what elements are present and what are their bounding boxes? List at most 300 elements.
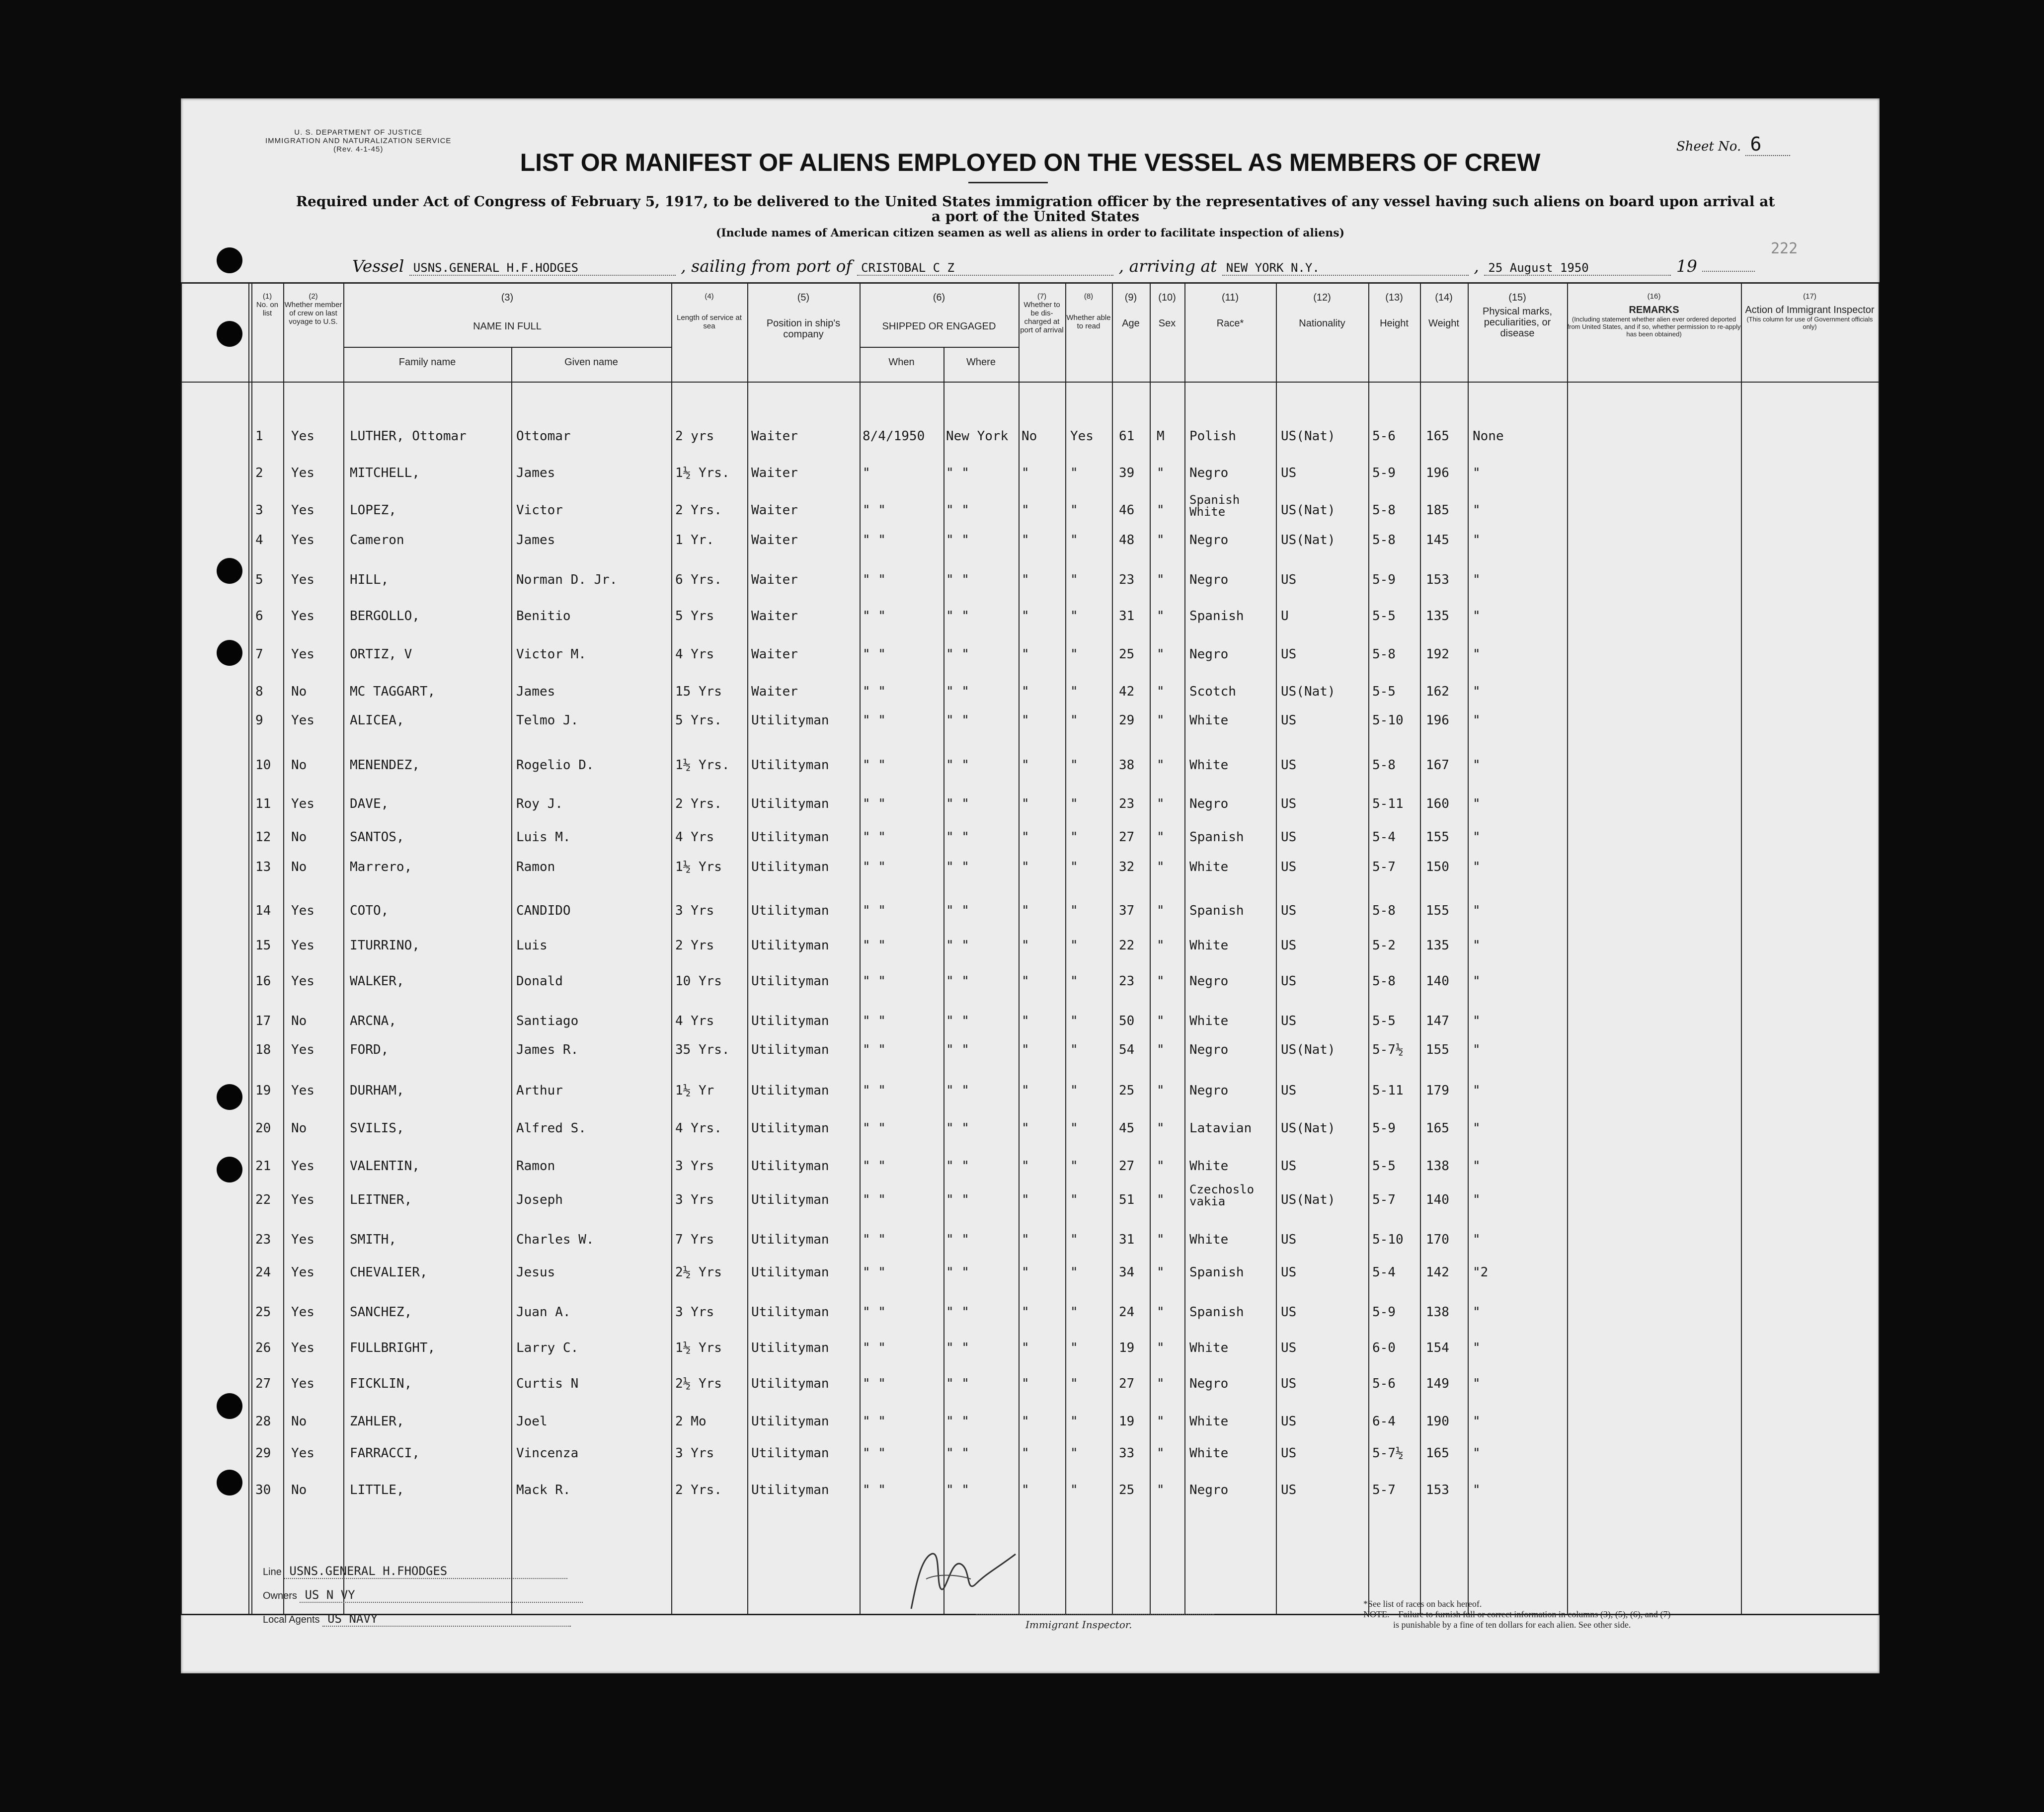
cell-physical-marks: "	[1473, 974, 1481, 989]
cell-shipped-where: " "	[946, 1265, 969, 1280]
cell-given-name: Ottomar	[516, 429, 571, 444]
cell-age: 27	[1119, 830, 1135, 845]
cell-race: Negro	[1189, 796, 1229, 811]
cell-nationality: US	[1281, 903, 1297, 918]
cell-physical-marks: "	[1473, 713, 1481, 728]
cell-shipped-where: " "	[946, 466, 969, 480]
cell-physical-marks: "2	[1473, 1265, 1489, 1280]
cell-prev-voyage: Yes	[291, 1340, 314, 1355]
cell-family-name: ALICEA,	[350, 713, 404, 728]
cell-able-to-read: "	[1070, 503, 1078, 518]
cell-sex: "	[1157, 466, 1165, 480]
cell-discharged: "	[1022, 1121, 1029, 1136]
cell-sex: "	[1157, 1414, 1165, 1429]
cell-sex: M	[1157, 429, 1165, 444]
cell-prev-voyage: Yes	[291, 609, 314, 624]
table-row	[181, 1259, 1880, 1284]
cell-nationality: US	[1281, 796, 1297, 811]
cell-discharged: "	[1022, 533, 1029, 548]
cell-row-number: 16	[255, 974, 271, 989]
cell-sex: "	[1157, 1232, 1165, 1247]
cell-sex: "	[1157, 647, 1165, 662]
cell-sex: "	[1157, 503, 1165, 518]
cell-weight: 140	[1426, 1192, 1449, 1207]
cell-family-name: DURHAM,	[350, 1083, 404, 1098]
name-subheader-line	[343, 347, 671, 348]
cell-nationality: US	[1281, 1414, 1297, 1429]
cell-weight: 179	[1426, 1083, 1449, 1098]
cell-prev-voyage: Yes	[291, 1265, 314, 1280]
cell-position: Waiter	[751, 533, 798, 548]
col17-num: (17)	[1803, 292, 1816, 301]
cell-weight: 155	[1426, 1042, 1449, 1057]
cell-given-name: Roy J.	[516, 796, 563, 811]
cell-race: Scotch	[1189, 684, 1236, 699]
cell-family-name: HILL,	[350, 572, 389, 587]
header-bottom-border	[181, 382, 1880, 383]
cell-height: 5-9	[1372, 1121, 1396, 1136]
cell-physical-marks: "	[1473, 758, 1481, 773]
cell-length-of-service: 5 Yrs	[675, 609, 714, 624]
cell-weight: 165	[1426, 1446, 1449, 1461]
cell-prev-voyage: Yes	[291, 938, 314, 953]
cell-height: 5-5	[1372, 1014, 1396, 1028]
agents-label: Local Agents	[263, 1614, 320, 1625]
table-row	[181, 707, 1880, 732]
cell-nationality: US	[1281, 647, 1297, 662]
cell-height: 5-5	[1372, 609, 1396, 624]
cell-length-of-service: 2½ Yrs	[675, 1265, 722, 1280]
cell-prev-voyage: Yes	[291, 903, 314, 918]
cell-family-name: LEITNER,	[350, 1192, 412, 1207]
cell-shipped-where: " "	[946, 974, 969, 989]
cell-shipped-when: 8/4/1950	[863, 429, 925, 444]
cell-race: Negro	[1189, 647, 1229, 662]
col13-num: (13)	[1385, 292, 1403, 303]
cell-length-of-service: 2 yrs	[675, 429, 714, 444]
cell-physical-marks: "	[1473, 466, 1481, 480]
cell-row-number: 19	[255, 1083, 271, 1098]
cell-age: 37	[1119, 903, 1135, 918]
col16-num: (16)	[1647, 292, 1661, 301]
col9-header	[1112, 292, 1150, 329]
cell-height: 5-4	[1372, 1265, 1396, 1280]
cell-race: Spanish	[1189, 830, 1244, 845]
col3-label: NAME IN FULL	[473, 321, 542, 332]
cell-physical-marks: None	[1473, 429, 1504, 444]
cell-shipped-where: " "	[946, 1159, 969, 1174]
cell-given-name: Joel	[516, 1414, 548, 1429]
cell-weight: 165	[1426, 429, 1449, 444]
cell-shipped-when: " "	[863, 830, 886, 845]
cell-family-name: MENENDEZ,	[350, 758, 420, 773]
cell-shipped-where: " "	[946, 609, 969, 624]
cell-age: 25	[1119, 1483, 1135, 1497]
cell-position: Utilityman	[751, 860, 829, 874]
port-from: CRISTOBAL C Z	[857, 261, 1113, 276]
cell-shipped-when: " "	[863, 903, 886, 918]
cell-age: 23	[1119, 572, 1135, 587]
cell-physical-marks: "	[1473, 1083, 1481, 1098]
table-row	[181, 1370, 1880, 1395]
cell-prev-voyage: Yes	[291, 1376, 314, 1391]
cell-weight: 145	[1426, 533, 1449, 548]
cell-discharged: "	[1022, 647, 1029, 662]
cell-height: 5-11	[1372, 1083, 1404, 1098]
cell-row-number: 20	[255, 1121, 271, 1136]
col6b-header: Where	[966, 357, 996, 368]
cell-position: Utilityman	[751, 938, 829, 953]
cell-shipped-where: " "	[946, 1042, 969, 1057]
inspector-line	[976, 1614, 1214, 1615]
sheet-value: 6	[1745, 133, 1790, 156]
cell-age: 31	[1119, 1232, 1135, 1247]
col6-num: (6)	[933, 292, 945, 303]
cell-age: 25	[1119, 647, 1135, 662]
cell-position: Utilityman	[751, 1305, 829, 1320]
cell-physical-marks: "	[1473, 609, 1481, 624]
col16-sub: (Including statement whether alien ever ordered deported from United States, and if so, whether permission to re-apply has been obtained)	[1567, 315, 1741, 338]
cell-nationality: US	[1281, 572, 1297, 587]
cell-sex: "	[1157, 1483, 1165, 1497]
col17-sub: (This column for use of Government officials only)	[1746, 315, 1873, 330]
cell-race: Negro	[1189, 1042, 1229, 1057]
cell-race: Latavian	[1189, 1121, 1252, 1136]
col8-header	[1065, 292, 1112, 330]
col10-header	[1150, 292, 1184, 329]
cell-able-to-read: "	[1070, 1265, 1078, 1280]
cell-able-to-read: "	[1070, 1192, 1078, 1207]
col4-num: (4)	[705, 292, 714, 301]
cell-shipped-when: " "	[863, 1192, 886, 1207]
cell-family-name: ITURRINO,	[350, 938, 420, 953]
cell-race: White	[1189, 1232, 1229, 1247]
cell-height: 5-6	[1372, 1376, 1396, 1391]
cell-race: White	[1189, 1414, 1229, 1429]
cell-sex: "	[1157, 796, 1165, 811]
cell-race: Negro	[1189, 572, 1229, 587]
cell-given-name: Luis M.	[516, 830, 571, 845]
cell-shipped-where: " "	[946, 796, 969, 811]
cell-height: 5-10	[1372, 1232, 1404, 1247]
cell-age: 38	[1119, 758, 1135, 773]
cell-nationality: US	[1281, 1265, 1297, 1280]
cell-shipped-where: " "	[946, 758, 969, 773]
cell-discharged: "	[1022, 1305, 1029, 1320]
vessel-name: USNS.GENERAL H.F.HODGES	[409, 261, 676, 276]
cell-age: 48	[1119, 533, 1135, 548]
cell-shipped-when: " "	[863, 1376, 886, 1391]
cell-position: Waiter	[751, 684, 798, 699]
owners-value: US N VY	[300, 1588, 583, 1603]
cell-prev-voyage: Yes	[291, 1232, 314, 1247]
cell-physical-marks: "	[1473, 1414, 1481, 1429]
cell-weight: 192	[1426, 647, 1449, 662]
cell-able-to-read: "	[1070, 1414, 1078, 1429]
cell-weight: 160	[1426, 796, 1449, 811]
col1-num: (1)	[262, 292, 272, 301]
table-row	[181, 527, 1880, 551]
col11-header	[1184, 292, 1276, 329]
cell-age: 24	[1119, 1305, 1135, 1320]
cell-position: Utilityman	[751, 1446, 829, 1461]
cell-able-to-read: "	[1070, 533, 1078, 548]
cell-age: 27	[1119, 1159, 1135, 1174]
col6-label: SHIPPED OR ENGAGED	[882, 321, 996, 332]
cell-discharged: "	[1022, 796, 1029, 811]
cell-position: Utilityman	[751, 1014, 829, 1028]
cell-position: Waiter	[751, 466, 798, 480]
vessel-label: Vessel	[352, 256, 404, 276]
cell-nationality: US(Nat)	[1281, 429, 1336, 444]
table-row	[181, 968, 1880, 993]
cell-physical-marks: "	[1473, 1192, 1481, 1207]
cell-shipped-where: " "	[946, 647, 969, 662]
cell-shipped-where: " "	[946, 1483, 969, 1497]
cell-weight: 135	[1426, 938, 1449, 953]
cell-length-of-service: 4 Yrs	[675, 1014, 714, 1028]
cell-weight: 165	[1426, 1121, 1449, 1136]
table-row	[181, 854, 1880, 878]
cell-height: 5-7	[1372, 1483, 1396, 1497]
year-label: 19	[1676, 256, 1697, 276]
cell-sex: "	[1157, 903, 1165, 918]
cell-family-name: DAVE,	[350, 796, 389, 811]
cell-prev-voyage: Yes	[291, 974, 314, 989]
cell-shipped-when: " "	[863, 1414, 886, 1429]
cell-prev-voyage: No	[291, 1121, 307, 1136]
footnote-2: NOTE.—Failure to furnish full or correct information in columns (3), (5), (6), and (7)	[1363, 1609, 1671, 1619]
cell-given-name: Santiago	[516, 1014, 579, 1028]
col4-header	[671, 292, 747, 330]
col9-label: Age	[1122, 318, 1140, 329]
cell-nationality: US	[1281, 1014, 1297, 1028]
cell-position: Utilityman	[751, 796, 829, 811]
cell-physical-marks: "	[1473, 647, 1481, 662]
col12-label: Nationality	[1299, 318, 1345, 329]
cell-row-number: 29	[255, 1446, 271, 1461]
manifest-sheet	[181, 98, 1880, 1673]
cell-row-number: 25	[255, 1305, 271, 1320]
cell-nationality: US	[1281, 1483, 1297, 1497]
table-row	[181, 1115, 1880, 1140]
cell-sex: "	[1157, 974, 1165, 989]
cell-position: Utilityman	[751, 1376, 829, 1391]
cell-family-name: LUTHER, Ottomar	[350, 429, 467, 444]
cell-position: Waiter	[751, 572, 798, 587]
cell-row-number: 6	[255, 609, 263, 624]
cell-height: 5-8	[1372, 647, 1396, 662]
col6-header	[860, 292, 1019, 332]
col8-label: Whether able to read	[1066, 314, 1111, 330]
cell-prev-voyage: No	[291, 684, 307, 699]
footnote-3: is punishable by a fine of ten dollars for each alien. See other side.	[1393, 1620, 1631, 1630]
table-row	[181, 897, 1880, 922]
cell-shipped-where: " "	[946, 1192, 969, 1207]
col3a-header: Family name	[398, 357, 456, 368]
col16-label: REMARKS	[1629, 305, 1679, 315]
cell-shipped-when: " "	[863, 1232, 886, 1247]
cell-sex: "	[1157, 533, 1165, 548]
cell-height: 5-8	[1372, 903, 1396, 918]
cell-weight: 138	[1426, 1305, 1449, 1320]
cell-position: Utilityman	[751, 830, 829, 845]
cell-age: 61	[1119, 429, 1135, 444]
cell-discharged: "	[1022, 860, 1029, 874]
cell-given-name: Rogelio D.	[516, 758, 594, 773]
cell-given-name: CANDIDO	[516, 903, 571, 918]
cell-discharged: "	[1022, 503, 1029, 518]
cell-weight: 142	[1426, 1265, 1449, 1280]
cell-length-of-service: 2 Yrs.	[675, 796, 722, 811]
cell-family-name: SANTOS,	[350, 830, 404, 845]
table-row	[181, 603, 1880, 628]
cell-physical-marks: "	[1473, 1014, 1481, 1028]
cell-position: Utilityman	[751, 1192, 829, 1207]
cell-physical-marks: "	[1473, 1305, 1481, 1320]
cell-position: Waiter	[751, 647, 798, 662]
cell-shipped-where: " "	[946, 1414, 969, 1429]
cell-shipped-where: " "	[946, 903, 969, 918]
cell-prev-voyage: Yes	[291, 1305, 314, 1320]
table-row	[181, 678, 1880, 703]
cell-sex: "	[1157, 713, 1165, 728]
cell-race: White	[1189, 860, 1229, 874]
col15-label: Physical marks, peculiarities, or disease	[1482, 306, 1553, 339]
cell-shipped-where: " "	[946, 860, 969, 874]
cell-given-name: Larry C.	[516, 1340, 579, 1355]
cell-physical-marks: "	[1473, 533, 1481, 548]
cell-shipped-when: " "	[863, 533, 886, 548]
cell-race: Spanish	[1189, 609, 1244, 624]
cell-discharged: "	[1022, 1192, 1029, 1207]
cell-length-of-service: 2 Yrs.	[675, 503, 722, 518]
cell-able-to-read: "	[1070, 1083, 1078, 1098]
cell-given-name: Luis	[516, 938, 548, 953]
cell-nationality: US	[1281, 1232, 1297, 1247]
table-row	[181, 1440, 1880, 1465]
cell-able-to-read: "	[1070, 466, 1078, 480]
cell-physical-marks: "	[1473, 903, 1481, 918]
cell-prev-voyage: Yes	[291, 647, 314, 662]
col2-label: Whether member of crew on last voyage to U.S.	[284, 301, 342, 326]
cell-physical-marks: "	[1473, 1042, 1481, 1057]
table-row	[181, 932, 1880, 957]
cell-age: 54	[1119, 1042, 1135, 1057]
col3-header	[343, 292, 671, 332]
cell-age: 50	[1119, 1014, 1135, 1028]
inspector-label: Immigrant Inspector.	[1025, 1619, 1132, 1631]
cell-shipped-where: " "	[946, 938, 969, 953]
cell-position: Utilityman	[751, 1340, 829, 1355]
cell-position: Utilityman	[751, 713, 829, 728]
cell-row-number: 15	[255, 938, 271, 953]
cell-discharged: "	[1022, 609, 1029, 624]
cell-length-of-service: 1½ Yr	[675, 1083, 714, 1098]
cell-prev-voyage: No	[291, 1014, 307, 1028]
cell-given-name: Charles W.	[516, 1232, 594, 1247]
page-title: LIST OR MANIFEST OF ALIENS EMPLOYED ON THE VESSEL AS MEMBERS OF CREW	[520, 149, 1541, 176]
cell-able-to-read: "	[1070, 1305, 1078, 1320]
col11-label: Race*	[1216, 318, 1244, 329]
cell-height: 5-10	[1372, 713, 1404, 728]
cell-discharged: "	[1022, 1340, 1029, 1355]
cell-race: Negro	[1189, 466, 1229, 480]
cell-able-to-read: "	[1070, 1483, 1078, 1497]
cell-race: White	[1189, 758, 1229, 773]
cell-able-to-read: "	[1070, 1014, 1078, 1028]
cell-height: 5-7½	[1372, 1042, 1404, 1057]
cell-able-to-read: "	[1070, 903, 1078, 918]
col16-header	[1567, 292, 1741, 338]
table-row	[181, 1183, 1880, 1211]
table-row	[181, 1299, 1880, 1324]
table-row	[181, 790, 1880, 815]
inspector-signature	[896, 1539, 1035, 1614]
cell-able-to-read: "	[1070, 1159, 1078, 1174]
cell-discharged: "	[1022, 1159, 1029, 1174]
table-row	[181, 1408, 1880, 1433]
cell-length-of-service: 1 Yr.	[675, 533, 714, 548]
cell-height: 5-5	[1372, 1159, 1396, 1174]
cell-shipped-where: " "	[946, 1446, 969, 1461]
cell-length-of-service: 5 Yrs.	[675, 713, 722, 728]
cell-physical-marks: "	[1473, 1483, 1481, 1497]
cell-shipped-where: " "	[946, 830, 969, 845]
agents-field	[263, 1612, 571, 1627]
cell-given-name: Ramon	[516, 1159, 555, 1174]
cell-position: Utilityman	[751, 974, 829, 989]
line-label: Line	[263, 1567, 282, 1577]
cell-able-to-read: "	[1070, 758, 1078, 773]
cell-row-number: 11	[255, 796, 271, 811]
cell-weight: 140	[1426, 974, 1449, 989]
cell-discharged: No	[1022, 429, 1037, 444]
cell-able-to-read: "	[1070, 860, 1078, 874]
cell-height: 5-8	[1372, 758, 1396, 773]
cell-row-number: 4	[255, 533, 263, 548]
cell-sex: "	[1157, 758, 1165, 773]
cell-physical-marks: "	[1473, 1232, 1481, 1247]
col7-label: Whether to be dis-charged at port of arrival	[1020, 301, 1064, 334]
col9-num: (9)	[1124, 292, 1137, 303]
col3b-header: Given name	[564, 357, 618, 368]
cell-given-name: Arthur	[516, 1083, 563, 1098]
cell-sex: "	[1157, 1446, 1165, 1461]
cell-given-name: Alfred S.	[516, 1121, 586, 1136]
cell-sex: "	[1157, 1042, 1165, 1057]
table-row	[181, 1226, 1880, 1251]
col12-header	[1276, 292, 1368, 329]
cell-shipped-when: " "	[863, 1083, 886, 1098]
cell-prev-voyage: Yes	[291, 713, 314, 728]
cell-shipped-when: " "	[863, 938, 886, 953]
cell-length-of-service: 3 Yrs	[675, 1446, 714, 1461]
cell-shipped-where: " "	[946, 1340, 969, 1355]
line-field	[263, 1564, 567, 1579]
cell-length-of-service: 2 Yrs.	[675, 1483, 722, 1497]
cell-race: Spanish	[1189, 1265, 1244, 1280]
cell-able-to-read: "	[1070, 1042, 1078, 1057]
cell-given-name: James	[516, 466, 555, 480]
footnote	[1363, 1599, 1670, 1630]
cell-physical-marks: "	[1473, 572, 1481, 587]
cell-position: Utilityman	[751, 1159, 829, 1174]
cell-given-name: Joseph	[516, 1192, 563, 1207]
cell-family-name: VALENTIN,	[350, 1159, 420, 1174]
cell-shipped-where: " "	[946, 1083, 969, 1098]
cell-shipped-where: " "	[946, 1305, 969, 1320]
